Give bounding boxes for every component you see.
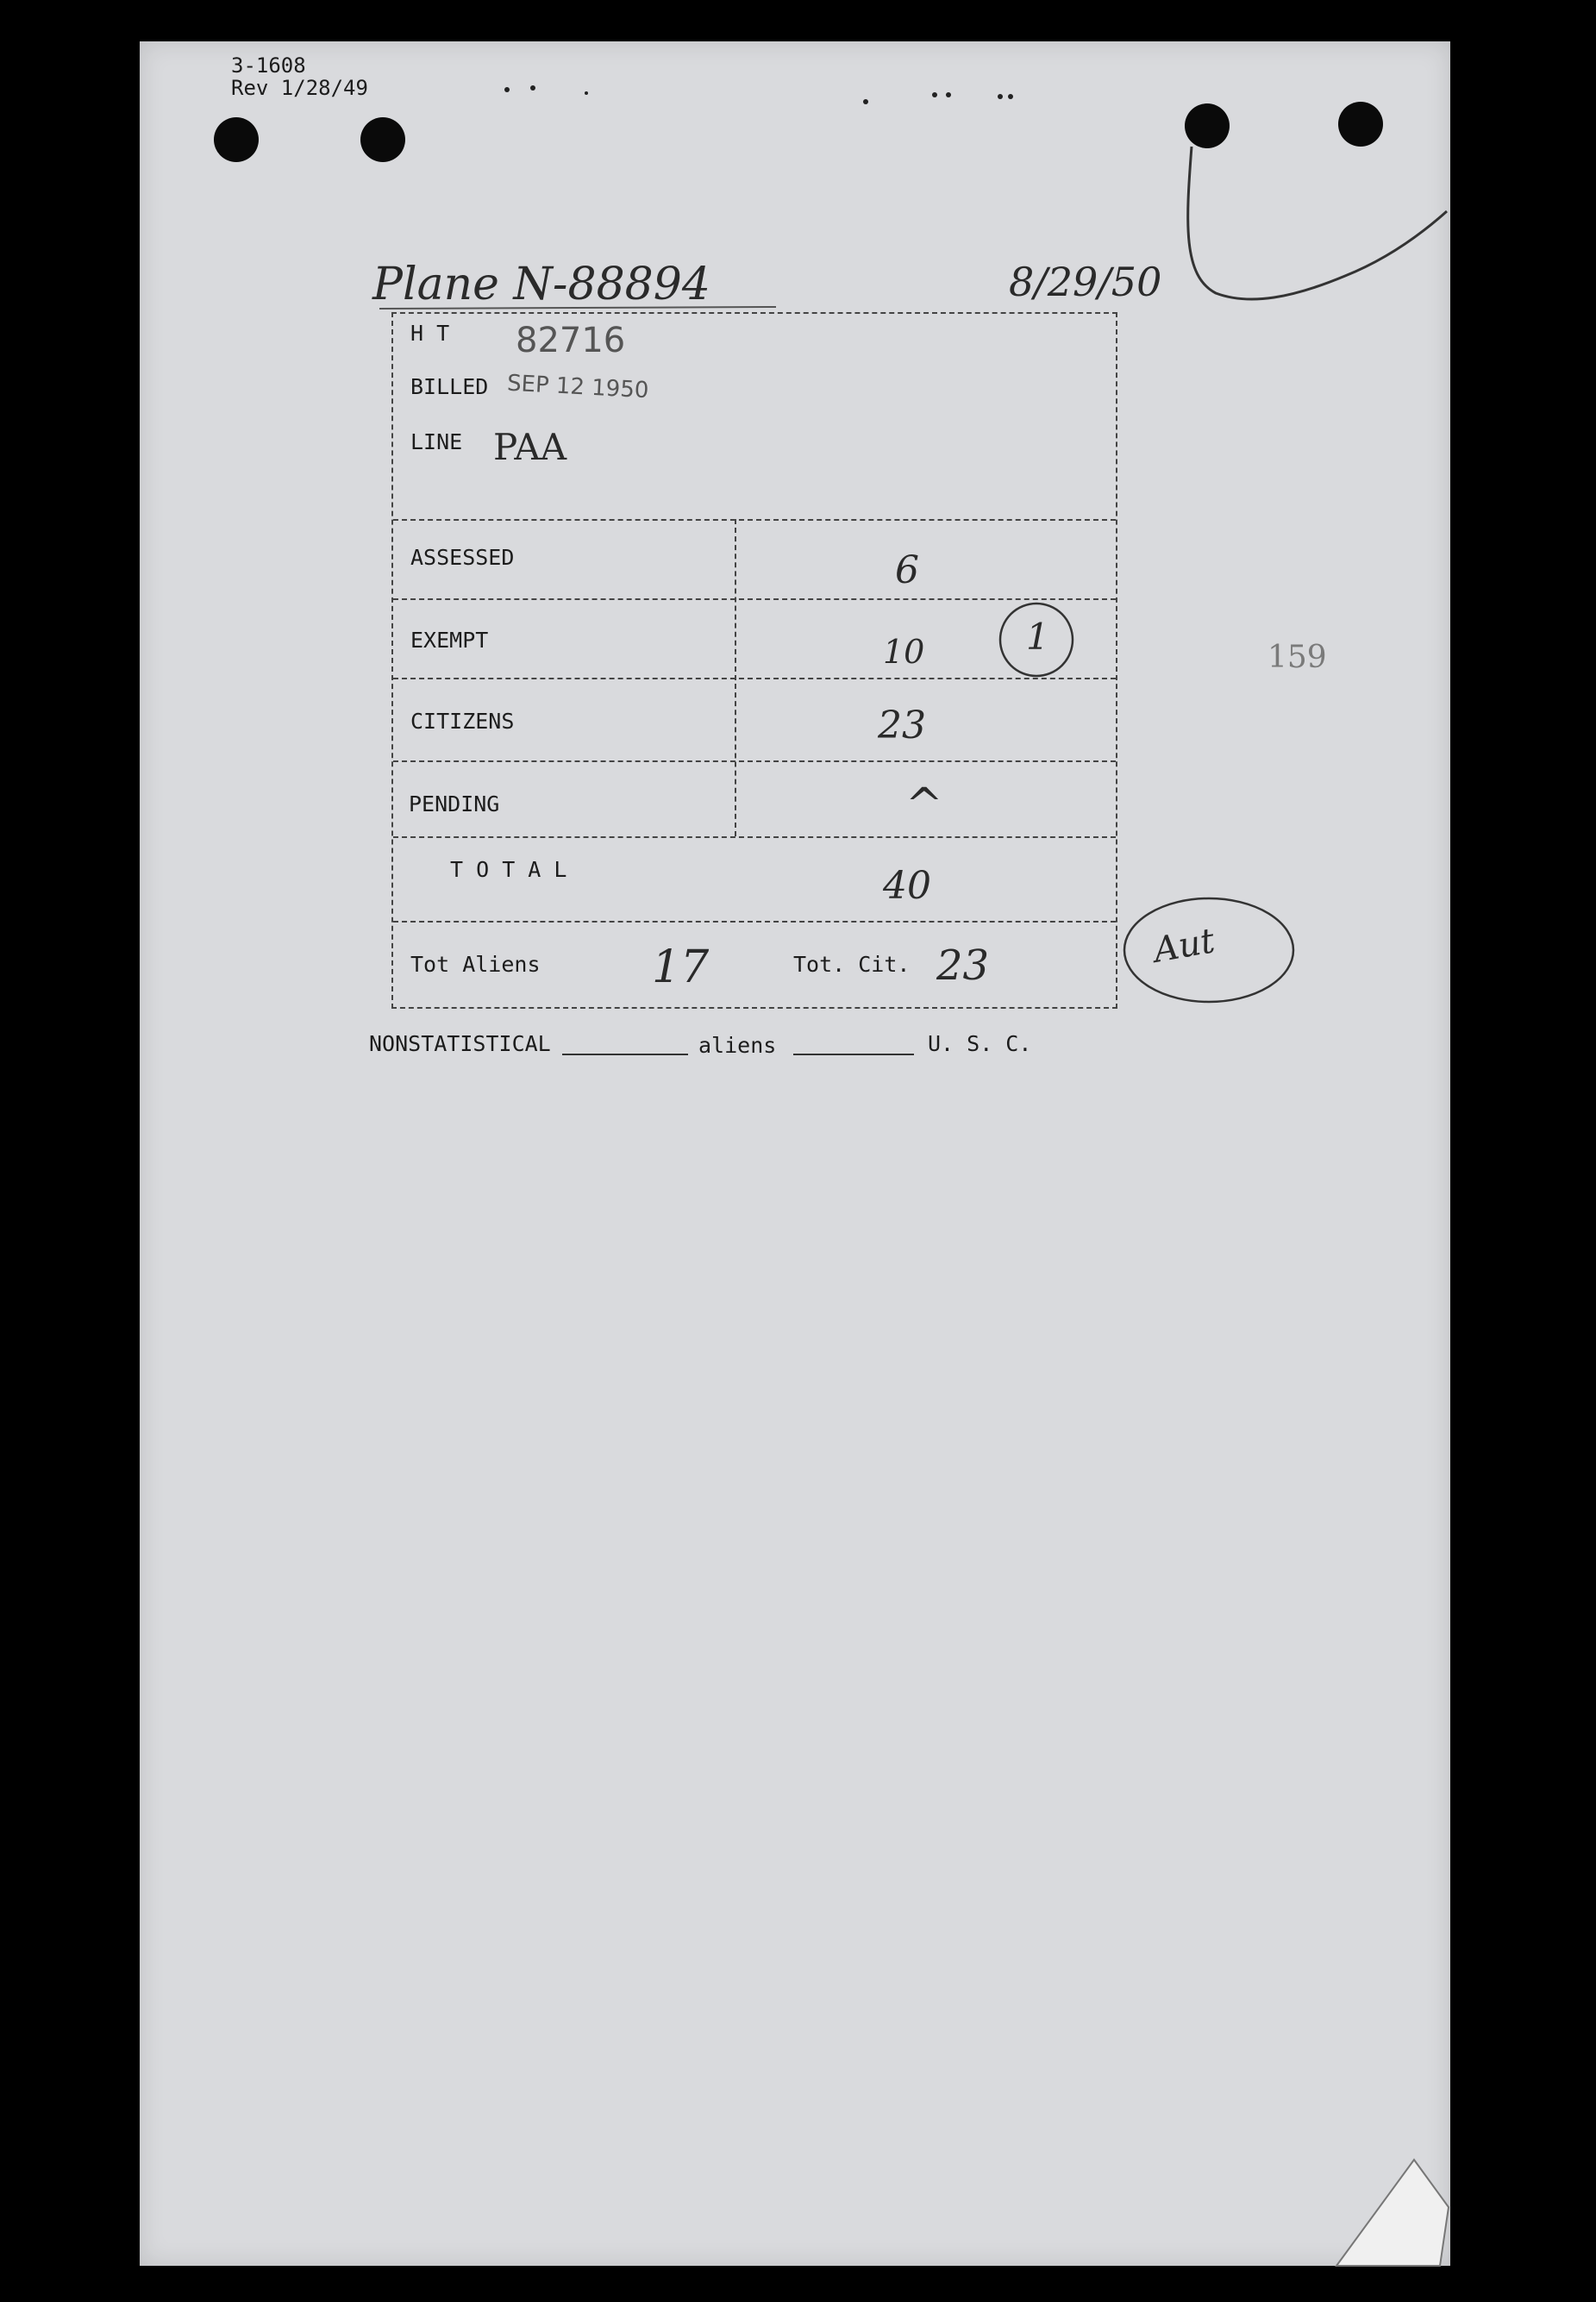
row-label-exempt: EXEMPT [410, 628, 489, 653]
folio-number: 159 [1267, 640, 1327, 675]
divider [393, 921, 1116, 923]
row-value-exempt: 10 [883, 633, 925, 671]
billed-stamp: SEP 12 1950 [506, 370, 650, 404]
tot-aliens-value: 17 [652, 941, 710, 993]
ink-curve-mark [1188, 147, 1447, 299]
divider [393, 598, 1116, 600]
header-date: 8/29/50 [1009, 259, 1162, 305]
total-value: 40 [883, 864, 931, 908]
nonstatistical-blank [562, 1054, 688, 1055]
plane-number: Plane N-88894 [372, 259, 710, 310]
total-label: T O T A L [450, 857, 567, 882]
form-revision: Rev 1/28/49 [231, 76, 368, 100]
tot-aliens-label: Tot Aliens [410, 952, 541, 977]
ht-value: 82716 [516, 321, 626, 360]
tot-cit-value: 23 [936, 941, 990, 990]
row-label-citizens: CITIZENS [410, 709, 515, 734]
aliens-label: aliens [698, 1033, 777, 1058]
page-curl [1336, 2160, 1449, 2266]
divider [393, 519, 1116, 521]
usc-label: U. S. C. [928, 1031, 1032, 1056]
line-label: LINE [410, 429, 463, 454]
row-label-assessed: ASSESSED [410, 545, 515, 570]
row-value-assessed: 6 [895, 548, 919, 592]
divider [393, 678, 1116, 679]
row-value-citizens: 23 [878, 704, 926, 748]
ht-label: H T [410, 321, 450, 346]
line-value: PAA [493, 426, 567, 468]
divider [393, 836, 1116, 838]
manifest-summary-box [391, 312, 1117, 1009]
exempt-circled-note: 1 [1026, 616, 1049, 658]
tot-cit-label: Tot. Cit. [793, 952, 911, 977]
aliens-blank [793, 1054, 914, 1055]
column-divider [735, 519, 736, 836]
form-number: 3-1608 [231, 53, 306, 78]
inspector-initials: Aut [1150, 921, 1218, 971]
row-label-pending: PENDING [409, 791, 500, 816]
nonstatistical-label: NONSTATISTICAL [369, 1031, 551, 1056]
row-value-pending: ^ [905, 779, 943, 831]
divider [393, 760, 1116, 762]
billed-label: BILLED [410, 374, 489, 399]
